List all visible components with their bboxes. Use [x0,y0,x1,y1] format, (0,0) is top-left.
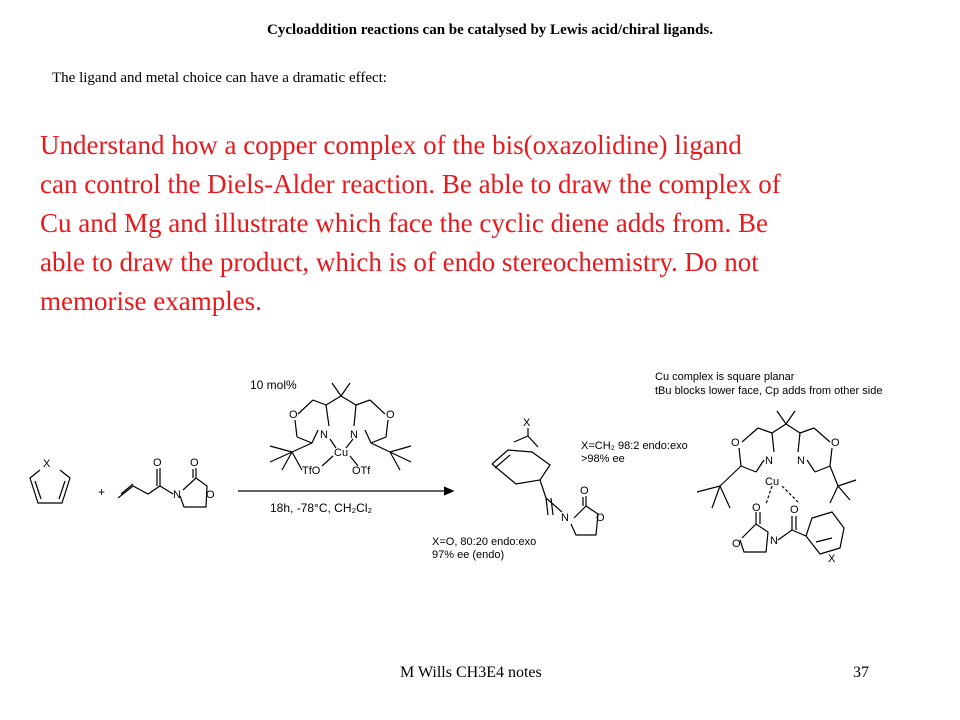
cyclic-diene-structure [30,470,70,503]
objective-line: Understand how a copper complex of the bis(oxazolidine) ligand [40,130,742,160]
page-number: 37 [853,664,869,681]
complex-nitrogen-left: N [765,455,773,467]
triflate-left: TfO [302,465,321,477]
selectivity-o-ee: 97% ee (endo) [432,549,505,561]
diene-heteroatom-label: X [43,458,51,470]
objective-line: Cu and Mg and illustrate which face the cyclic diene adds from. Be [40,208,769,238]
slide-subtitle: The ligand and metal choice can have a dramatic effect: [52,70,387,86]
reaction-conditions: 18h, -78°C, CH₂Cl₂ [270,501,373,515]
catalyst-nitrogen-left: N [320,429,328,441]
complex-ring-oxygen: O [732,538,741,550]
oxazolidinone-nitrogen: N [173,489,181,501]
complex-note-geometry: Cu complex is square planar [655,371,795,383]
complex-copper: Cu [765,476,780,488]
complex-carbonyl-oxygen-left: O [752,502,761,514]
complex-nitrogen-right: N [797,455,805,467]
objective-line: can control the Diels-Alder reaction. Be able to draw the complex of [40,169,781,199]
complex-oxygen-left: O [731,437,740,449]
catalyst-oxygen-right: O [386,409,395,421]
selectivity-ch2-ee: >98% ee [581,453,625,465]
slide-title: Cycloaddition reactions can be catalysed by Lewis acid/chiral ligands. [267,22,713,38]
catalyst-nitrogen-right: N [350,429,358,441]
oxazolidinone-carbonyl-oxygen: O [190,457,199,469]
catalyst-copper: Cu [334,447,349,459]
catalyst-oxygen-left: O [289,409,298,421]
complex-carbonyl-oxygen-right: O [790,504,799,516]
catalyst-loading: 10 mol% [250,378,297,392]
oxazolidinone-dienophile-structure [118,468,207,507]
product-carbonyl-oxygen: O [580,485,589,497]
product-nitrogen: N [561,512,569,524]
complex-oxygen-right: O [831,437,840,449]
product-bridge-atom: X [523,417,531,429]
objective-line: able to draw the product, which is of endo stereochemistry. Do not [40,247,759,277]
complex-imide-nitrogen: N [770,535,778,547]
objective-line: memorise examples. [40,286,262,316]
footer-course: M Wills CH3E4 notes [400,664,542,681]
triflate-right: OTf [352,465,371,477]
oxazolidinone-ring-oxygen: O [206,489,215,501]
plus-sign: + [98,485,106,499]
complex-note-facial-selectivity: tBu blocks lower face, Cp adds from other side [655,385,883,397]
dienophile-carbonyl-oxygen: O [153,457,162,469]
complex-diene-heteroatom: X [828,553,836,565]
product-ring-oxygen: O [596,512,605,524]
selectivity-o-ratio: X=O, 80:20 endo:exo [432,536,537,548]
selectivity-ch2-ratio: X=CH₂ 98:2 endo:exo [581,440,688,452]
